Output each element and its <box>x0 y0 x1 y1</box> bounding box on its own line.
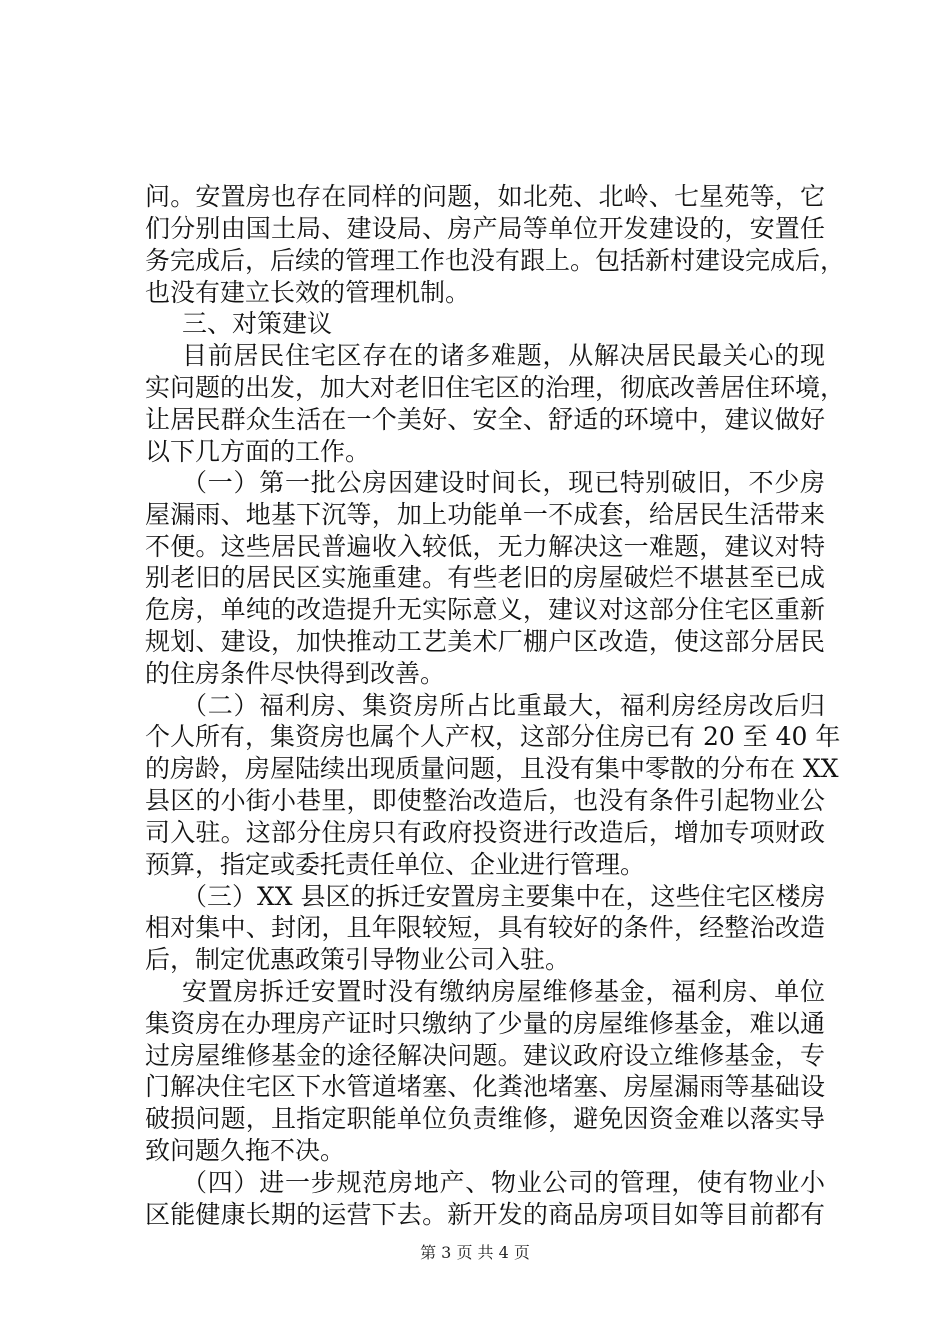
text-line: 危房，单纯的改造提升无实际意义，建议对这部分住宅区重新 <box>145 595 825 624</box>
text-line: 的住房条件尽快得到改善。 <box>145 659 446 688</box>
text-line: 集资房在办理房产证时只缴纳了少量的房屋维修基金，难以通 <box>145 1009 825 1038</box>
text-line: 后，制定优惠政策引导物业公司入驻。 <box>145 945 571 974</box>
text-line: 不便。这些居民普遍收入较低，无力解决这一难题，建议对特 <box>145 532 825 561</box>
text-line: 让居民群众生活在一个美好、安全、舒适的环境中，建议做好 <box>145 405 825 434</box>
text-line: （三）XX 县区的拆迁安置房主要集中在，这些住宅区楼房 <box>182 882 826 911</box>
text-line: 也没有建立长效的管理机制。 <box>145 278 471 307</box>
text-line: 规划、建设，加快推动工艺美术厂棚户区改造，使这部分居民 <box>145 627 825 656</box>
text-line: 致问题久拖不决。 <box>145 1136 346 1165</box>
text-line: 务完成后，后续的管理工作也没有跟上。包括新村建设完成后， <box>145 246 846 275</box>
text-line: （四）进一步规范房地产、物业公司的管理，使有物业小 <box>182 1168 825 1197</box>
text-line: （一）第一批公房因建设时间长，现已特别破旧，不少房 <box>182 468 825 497</box>
text-line: 目前居民住宅区存在的诸多难题，从解决居民最关心的现 <box>182 341 825 370</box>
text-line: 区能健康长期的运营下去。新开发的商品房项目如等目前都有 <box>145 1200 825 1229</box>
text-line: 过房屋维修基金的途径解决问题。建议政府设立维修基金，专 <box>145 1041 825 1070</box>
text-line: 相对集中、封闭，且年限较短，具有较好的条件，经整治改造 <box>145 913 825 942</box>
page-footer: 第 3 页 共 4 页 <box>420 1243 530 1262</box>
text-line: 破损问题，且指定职能单位负责维修，避免因资金难以落实导 <box>145 1104 825 1133</box>
text-line: 预算，指定或委托责任单位、企业进行管理。 <box>145 850 646 879</box>
section-heading: 三、对策建议 <box>182 309 333 338</box>
text-line: 以下几方面的工作。 <box>145 437 371 466</box>
text-line: 县区的小街小巷里，即使整治改造后，也没有条件引起物业公 <box>145 786 825 815</box>
text-line: 司入驻。这部分住房只有政府投资进行改造后，增加专项财政 <box>145 818 825 847</box>
text-line: 别老旧的居民区实施重建。有些老旧的房屋破烂不堪甚至已成 <box>145 563 825 592</box>
text-line: 屋漏雨、地基下沉等，加上功能单一不成套，给居民生活带来 <box>145 500 825 529</box>
text-line: 们分别由国土局、建设局、房产局等单位开发建设的，安置任 <box>145 214 825 243</box>
text-line: 门解决住宅区下水管道堵塞、化粪池堵塞、房屋漏雨等基础设 <box>145 1072 825 1101</box>
text-line: 的房龄，房屋陆续出现质量问题，且没有集中零散的分布在 XX <box>145 754 839 783</box>
text-line: 实问题的出发，加大对老旧住宅区的治理，彻底改善居住环境， <box>145 373 846 402</box>
text-line: （二）福利房、集资房所占比重最大，福利房经房改后归 <box>182 691 825 720</box>
text-line: 安置房拆迁安置时没有缴纳房屋维修基金，福利房、单位 <box>182 977 825 1006</box>
text-line: 个人所有，集资房也属个人产权，这部分住房已有 20 至 40 年 <box>145 722 841 751</box>
text-line: 问。安置房也存在同样的问题，如北苑、北岭、七星苑等，它 <box>145 182 825 211</box>
